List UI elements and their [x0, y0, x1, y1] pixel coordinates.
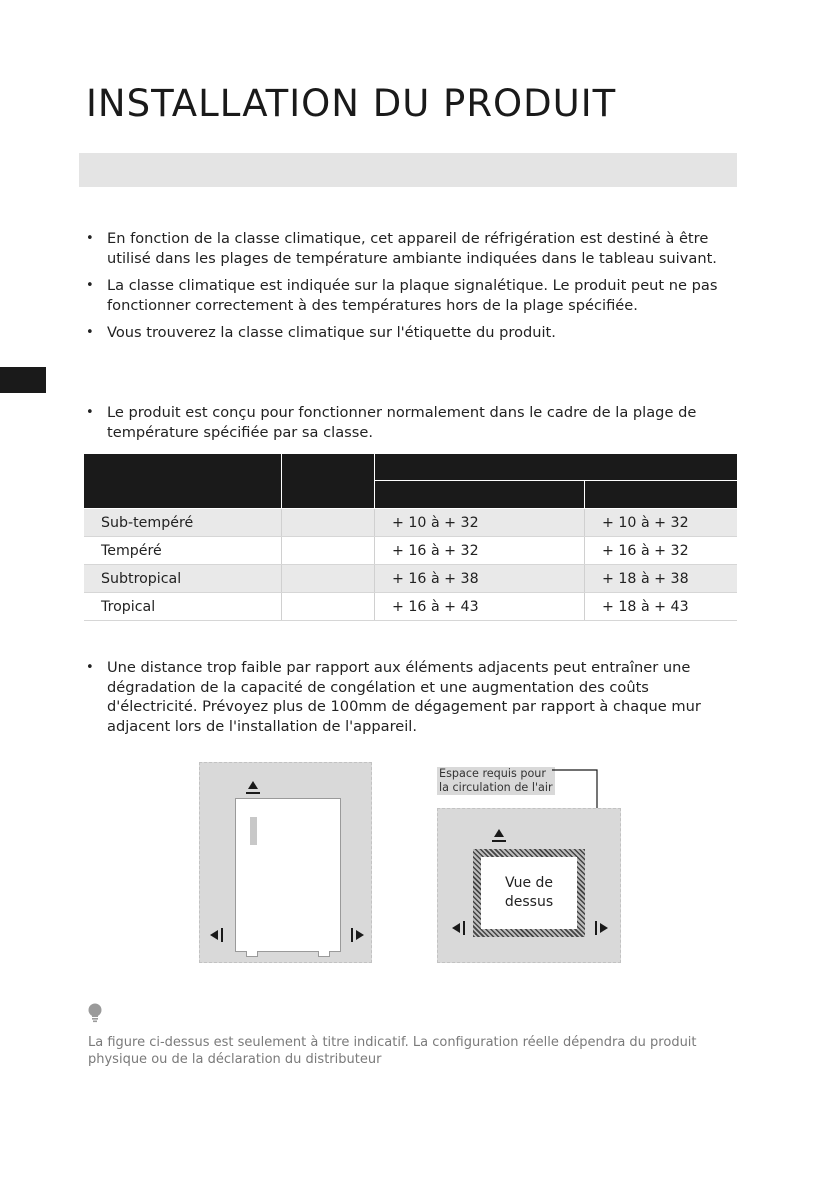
- intro-bullet-list: [86, 229, 736, 351]
- table-row: [84, 565, 737, 593]
- table-row: [84, 537, 737, 565]
- cell-range-b: + 18 à + 43: [585, 593, 738, 621]
- table-header-class: [84, 454, 282, 509]
- clearance-bullet-list: [86, 658, 736, 744]
- side-language-tab: [0, 367, 46, 393]
- cell-symbol: [282, 537, 375, 565]
- top-view-label-line-1: Vue de: [504, 875, 554, 891]
- note-text: La figure ci-dessus est seulement à titre indicatif. La configuration réelle dépendra du produit physique ou de la déclaration du distributeur: [88, 1035, 697, 1067]
- lightbulb-icon: [87, 1003, 103, 1027]
- airflow-callout-label: [437, 767, 555, 795]
- list-item: • Vous trouverez la classe climatique sur l'étiquette du produit.: [86, 323, 736, 343]
- cell-range-b: + 18 à + 38: [585, 565, 738, 593]
- fridge-handle: [250, 817, 257, 845]
- cell-range-a: + 10 à + 32: [375, 509, 585, 537]
- cell-range-b: + 10 à + 32: [585, 509, 738, 537]
- list-item: • Le produit est conçu pour fonctionner normalement dans le cadre de la plage de température spécifiée par sa classe.: [86, 403, 736, 442]
- cell-symbol: [282, 509, 375, 537]
- cell-symbol: [282, 593, 375, 621]
- page-title: INSTALLATION DU PRODUIT: [86, 82, 617, 125]
- table-header-symbol: [282, 454, 375, 509]
- left-arrow-icon: [208, 926, 224, 947]
- list-item: • La classe climatique est indiquée sur la plaque signalétique. Le produit peut ne pas fonctionner correctement à des températures hors de la plage spécifiée.: [86, 276, 736, 315]
- table-row: [84, 593, 737, 621]
- callout-line-2: la circulation de l'air: [439, 781, 553, 794]
- top-view-label-line-2: dessus: [504, 894, 554, 910]
- top-view-inner: [481, 857, 577, 929]
- top-view-figure: [437, 808, 621, 963]
- right-arrow-icon: [350, 926, 366, 947]
- list-item: • En fonction de la classe climatique, cet appareil de réfrigération est destiné à être utilisé dans les plages de température ambiante indiquées dans le tableau suivant.: [86, 229, 736, 268]
- top-view-box: [473, 849, 585, 937]
- fridge-foot-left: [246, 951, 258, 957]
- cell-range-b: + 16 à + 32: [585, 537, 738, 565]
- right-arrow-icon: [594, 919, 610, 940]
- front-view-figure: [199, 762, 372, 963]
- fridge-foot-right: [318, 951, 330, 957]
- cell-class: Sub-tempéré: [84, 509, 282, 537]
- table-header-ambient-range: [375, 454, 738, 481]
- cell-symbol: [282, 565, 375, 593]
- table-header-range-b: [585, 481, 738, 509]
- class-bullet-list: [86, 403, 736, 450]
- list-item: • Une distance trop faible par rapport aux éléments adjacents peut entraîner une dégradation de la capacité de congélation et une augmentation des coûts d'électricité. Prévoyez plus de 100mm de dégagement par rapport à chaque mur adjacent lors de l'installation de l'appareil.: [86, 658, 736, 736]
- callout-line-1: Espace requis pour: [439, 767, 547, 780]
- table-header-range-a: [375, 481, 585, 509]
- cell-class: Subtropical: [84, 565, 282, 593]
- cell-class: Tempéré: [84, 537, 282, 565]
- fridge-outline: [235, 798, 341, 952]
- table-row: [84, 509, 737, 537]
- up-arrow-icon: [244, 779, 262, 798]
- left-arrow-icon: [450, 919, 466, 940]
- cell-range-a: + 16 à + 32: [375, 537, 585, 565]
- cell-range-a: + 16 à + 43: [375, 593, 585, 621]
- cell-range-a: + 16 à + 38: [375, 565, 585, 593]
- section-header-bar: [79, 153, 737, 187]
- up-arrow-icon: [490, 827, 508, 846]
- climate-class-table: [84, 454, 737, 621]
- cell-class: Tropical: [84, 593, 282, 621]
